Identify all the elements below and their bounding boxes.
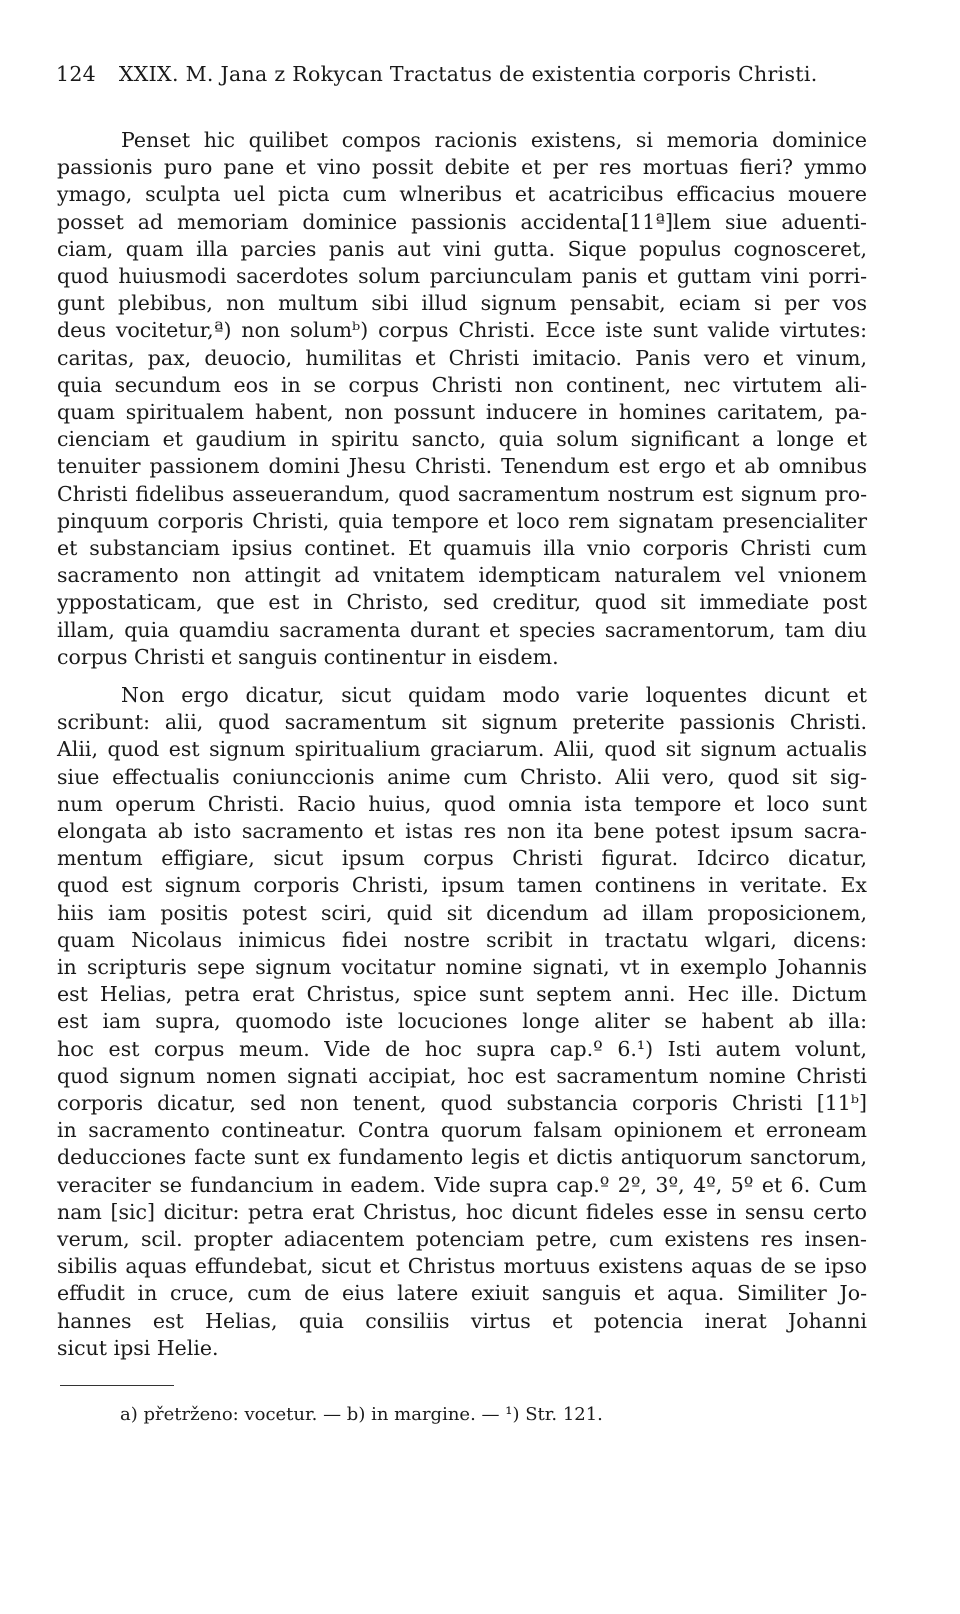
- text-line: in scripturis sepe signum vocitatur nomine signati, vt in exemplo Johannis: [57, 955, 867, 980]
- text-line: ymago, sculpta uel picta cum wlneribus et acatricibus efficacius mouere: [57, 182, 867, 207]
- text-line: quod huiusmodi sacerdotes solum parciunculam panis et guttam vini porri-: [57, 264, 867, 289]
- footnote-rule: [60, 1385, 174, 1386]
- text-line: deus vocitetur,ª) non solumᵇ) corpus Christi. Ecce iste sunt valide virtutes:: [57, 318, 867, 343]
- text-line: effudit in cruce, cum de eius latere exiuit sanguis et aqua. Similiter Jo-: [57, 1281, 867, 1306]
- text-line: corpus Christi et sanguis continentur in eisdem.: [57, 644, 559, 669]
- text-line: quam spiritualem habent, non possunt inducere in homines caritatem, pa-: [57, 400, 867, 425]
- running-header: [56, 62, 818, 86]
- text-line: et substanciam ipsius continet. Et quamuis illa vnio corporis Christi cum: [57, 536, 867, 561]
- paragraph-2: [57, 682, 867, 1362]
- running-title: XXIX. M. Jana z Rokycan Tractatus de existentia corporis Christi.: [118, 62, 818, 86]
- text-line: in sacramento contineatur. Contra quorum falsam opinionem et erroneam: [57, 1118, 867, 1143]
- text-line: Penset hic quilibet compos racionis existens, si memoria dominice: [121, 128, 867, 152]
- text-line: corporis dicatur, sed non tenent, quod substancia corporis Christi [11ᵇ]: [57, 1091, 867, 1116]
- text-line: quod signum nomen signati accipiat, hoc est sacramentum nomine Christi: [57, 1063, 867, 1088]
- text-line: hoc est corpus meum. Vide de hoc supra cap.º 6.¹) Isti autem volunt,: [57, 1036, 867, 1061]
- text-line: tenuiter passionem domini Jhesu Christi. Tenendum est ergo et ab omnibus: [57, 454, 867, 479]
- text-line: hiis iam positis potest sciri, quid sit dicendum ad illam proposicionem,: [57, 900, 867, 925]
- text-line: est Helias, petra erat Christus, spice sunt septem anni. Hec ille. Dictum: [57, 982, 867, 1007]
- text-line: quia secundum eos in se corpus Christi non continent, nec virtutem ali-: [57, 372, 867, 397]
- text-line: hannes est Helias, quia consiliis virtus et potencia inerat Johanni: [57, 1308, 867, 1333]
- text-line: elongata ab isto sacramento et istas res non ita bene potest ipsum sacra-: [57, 819, 867, 844]
- text-line: siue effectualis coniunccionis anime cum Christo. Alii vero, quod sit sig-: [57, 764, 867, 789]
- text-line: num operum Christi. Racio huius, quod omnia ista tempore et loco sunt: [57, 791, 867, 816]
- footnote: a) přetrženo: vocetur. — b) in margine. — ¹) Str. 121.: [120, 1404, 603, 1425]
- text-line: verum, scil. propter adiacentem potenciam petre, cum existens res insen-: [57, 1227, 867, 1252]
- text-line: est iam supra, quomodo iste locuciones longe aliter se habent ab illa:: [57, 1009, 867, 1034]
- text-line: passionis puro pane et vino possit debite et per res mortuas fieri? ymmo: [57, 155, 867, 180]
- text-line: caritas, pax, deuocio, humilitas et Christi imitacio. Panis vero et vinum,: [57, 345, 867, 370]
- page-number: 124: [56, 62, 97, 86]
- text-line: Christi fidelibus asseuerandum, quod sacramentum nostrum est signum pro-: [57, 481, 867, 506]
- text-line: pinquum corporis Christi, quia tempore et loco rem signatam presencialiter: [57, 508, 867, 533]
- text-line: quam Nicolaus inimicus fidei nostre scribit in tractatu wlgari, dicens:: [57, 927, 867, 952]
- text-line: sacramento non attingit ad vnitatem idempticam naturalem vel vnionem: [57, 563, 867, 588]
- text-line: mentum effigiare, sicut ipsum corpus Christi figurat. Idcirco dicatur,: [57, 846, 867, 871]
- paragraph-1: [57, 127, 867, 671]
- text-line: sicut ipsi Helie.: [57, 1335, 219, 1360]
- text-line: quod est signum corporis Christi, ipsum tamen continens in veritate. Ex: [57, 873, 867, 898]
- text-line: deducciones facte sunt ex fundamento legis et dictis antiquorum sanctorum,: [57, 1145, 867, 1170]
- text-line: Alii, quod est signum spiritualium graciarum. Alii, quod sit signum actualis: [57, 737, 867, 762]
- text-line: posset ad memoriam dominice passionis accidenta[11ª]lem siue aduenti-: [57, 209, 867, 234]
- text-line: illam, quia quamdiu sacramenta durant et species sacramentorum, tam diu: [57, 617, 867, 642]
- text-line: gunt plebibus, non multum sibi illud signum pensabit, eciam si per vos: [57, 291, 867, 316]
- text-line: ciam, quam illa parcies panis aut vini gutta. Sique populus cognosceret,: [57, 236, 867, 261]
- text-line: scribunt: alii, quod sacramentum sit signum preterite passionis Christi.: [57, 710, 867, 735]
- text-line: cienciam et gaudium in spiritu sancto, quia solum significant a longe et: [57, 427, 867, 452]
- text-line: sibilis aquas effundebat, sicut et Christus mortuus existens aquas de se ipso: [57, 1254, 867, 1279]
- text-line: nam [sic] dicitur: petra erat Christus, hoc dicunt fideles esse in sensu certo: [57, 1199, 867, 1224]
- text-line: veraciter se fundancium in eadem. Vide supra cap.º 2º, 3º, 4º, 5º et 6. Cum: [57, 1172, 867, 1197]
- text-line: Non ergo dicatur, sicut quidam modo varie loquentes dicunt et: [121, 683, 867, 707]
- text-line: yppostaticam, que est in Christo, sed creditur, quod sit immediate post: [57, 590, 867, 615]
